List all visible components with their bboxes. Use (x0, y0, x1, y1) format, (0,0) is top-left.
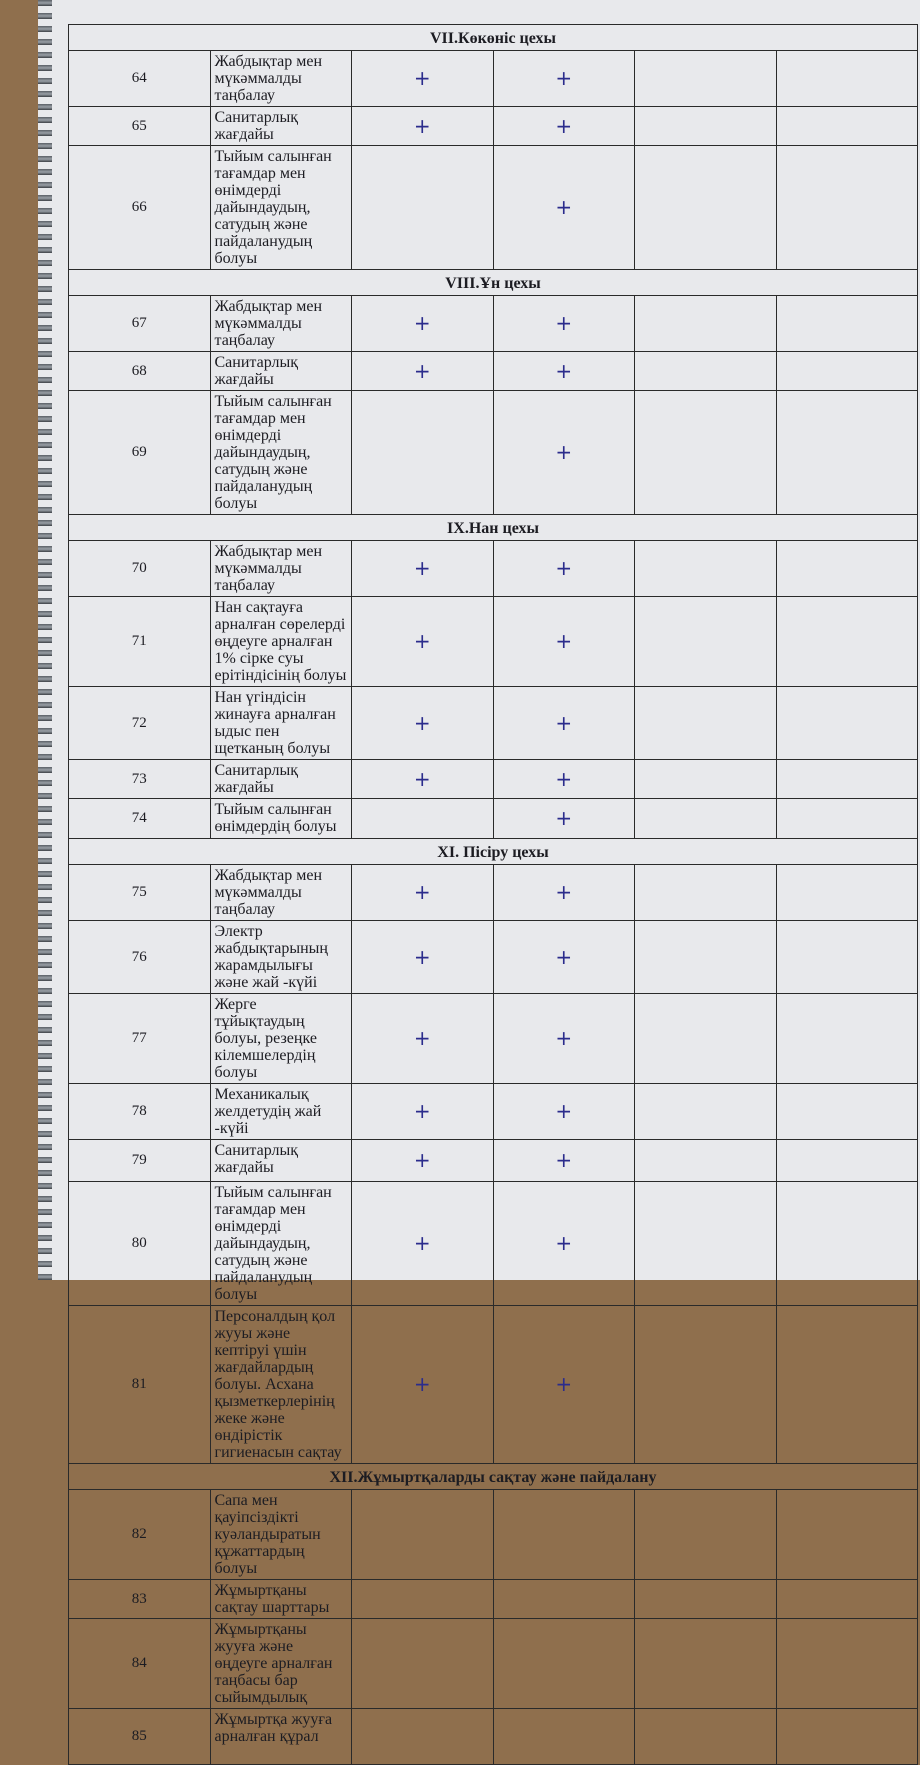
section-header (69, 839, 918, 865)
notes-cell (776, 1580, 918, 1619)
table-row (69, 296, 918, 352)
table-row (69, 1182, 918, 1306)
table-row (69, 391, 918, 515)
notes-cell (776, 1306, 918, 1464)
notes-cell (776, 1619, 918, 1709)
row-requirement: Жерге тұйықтаудың болуы, резеңке кілемшелердің болуы (210, 994, 352, 1084)
empty-cell (635, 597, 777, 687)
row-requirement: Тыйым салынған тағамдар мен өнімдерді дайындаудың, сатудың және пайдаланудың болуы (210, 391, 352, 515)
check-mark-1: + (352, 760, 494, 799)
table-row (69, 1580, 918, 1619)
notes-cell (776, 597, 918, 687)
notes-cell (776, 107, 918, 146)
row-requirement: Жабдықтар мен мүкәммалды таңбалау (210, 296, 352, 352)
table-row (69, 1709, 918, 1765)
notes-cell (776, 391, 918, 515)
row-number: 70 (69, 541, 211, 597)
check-mark-1 (352, 146, 494, 270)
section-header (69, 270, 918, 296)
notes-cell (776, 1182, 918, 1306)
row-number: 71 (69, 597, 211, 687)
row-requirement: Жабдықтар мен мүкәммалды таңбалау (210, 541, 352, 597)
check-mark-2 (493, 1580, 635, 1619)
empty-cell (635, 1619, 777, 1709)
table-row (69, 760, 918, 799)
section-title: VII.Көкөніс цехы (69, 25, 918, 51)
table-row (69, 1619, 918, 1709)
check-mark-1: + (352, 1140, 494, 1182)
section-header (69, 25, 918, 51)
table-row (69, 865, 918, 921)
notes-cell (776, 799, 918, 839)
check-mark-1 (352, 1619, 494, 1709)
empty-cell (635, 146, 777, 270)
row-number: 69 (69, 391, 211, 515)
checklist-table (68, 24, 918, 1765)
check-mark-2: + (493, 597, 635, 687)
check-mark-1 (352, 799, 494, 839)
check-mark-1: + (352, 597, 494, 687)
check-mark-2: + (493, 107, 635, 146)
row-requirement: Жұмыртқаны жууға және өңдеуге арналған таңбасы бар сыйымдылық (210, 1619, 352, 1709)
table-row (69, 107, 918, 146)
empty-cell (635, 921, 777, 994)
check-mark-2: + (493, 296, 635, 352)
section-title: XI. Пісіру цехы (69, 839, 918, 865)
empty-cell (635, 51, 777, 107)
table-row (69, 1306, 918, 1464)
row-requirement: Тыйым салынған өнімдердің болуы (210, 799, 352, 839)
section-header (69, 1464, 918, 1490)
check-mark-2: + (493, 352, 635, 391)
empty-cell (635, 1580, 777, 1619)
row-requirement: Жабдықтар мен мүкәммалды таңбалау (210, 865, 352, 921)
empty-cell (635, 994, 777, 1084)
check-mark-1: + (352, 865, 494, 921)
row-number: 80 (69, 1182, 211, 1306)
check-mark-2: + (493, 865, 635, 921)
row-number: 85 (69, 1709, 211, 1765)
row-number: 75 (69, 865, 211, 921)
notebook-page (38, 0, 920, 1745)
row-number: 82 (69, 1490, 211, 1580)
checklist-body (69, 25, 918, 1765)
check-mark-2 (493, 1490, 635, 1580)
row-number: 68 (69, 352, 211, 391)
check-mark-1 (352, 391, 494, 515)
row-requirement: Электр жабдықтарының жарамдылығы және жай -күйі (210, 921, 352, 994)
row-requirement: Тыйым салынған тағамдар мен өнімдерді дайындаудың, сатудың және пайдаланудың болуы (210, 1182, 352, 1306)
table-row (69, 597, 918, 687)
empty-cell (635, 541, 777, 597)
check-mark-1: + (352, 1182, 494, 1306)
empty-cell (635, 1084, 777, 1140)
table-row (69, 994, 918, 1084)
row-number: 67 (69, 296, 211, 352)
row-requirement: Сапа мен қауіпсіздікті куәландыратын құжаттардың болуы (210, 1490, 352, 1580)
table-row (69, 921, 918, 994)
row-requirement: Персоналдың қол жууы және кептіруі үшін жағдайлардың болуы. Асхана қызметкерлерінің жеке және өндірістік гигиенасын сақтау (210, 1306, 352, 1464)
notes-cell (776, 687, 918, 760)
check-mark-2: + (493, 994, 635, 1084)
row-number: 74 (69, 799, 211, 839)
empty-cell (635, 1182, 777, 1306)
check-mark-2: + (493, 541, 635, 597)
row-number: 84 (69, 1619, 211, 1709)
empty-cell (635, 1490, 777, 1580)
check-mark-1: + (352, 1306, 494, 1464)
empty-cell (635, 687, 777, 760)
table-row (69, 541, 918, 597)
empty-cell (635, 391, 777, 515)
empty-cell (635, 799, 777, 839)
notes-cell (776, 1084, 918, 1140)
table-row (69, 1084, 918, 1140)
check-mark-2: + (493, 1182, 635, 1306)
row-number: 78 (69, 1084, 211, 1140)
notes-cell (776, 1140, 918, 1182)
row-number: 79 (69, 1140, 211, 1182)
check-mark-1: + (352, 687, 494, 760)
empty-cell (635, 296, 777, 352)
notes-cell (776, 352, 918, 391)
check-mark-2: + (493, 51, 635, 107)
row-requirement: Нан үгіндісін жинауға арналған ыдыс пен щетканың болуы (210, 687, 352, 760)
row-number: 81 (69, 1306, 211, 1464)
check-mark-1: + (352, 1084, 494, 1140)
row-requirement: Жабдықтар мен мүкәммалды таңбалау (210, 51, 352, 107)
check-mark-2: + (493, 1140, 635, 1182)
check-mark-1: + (352, 107, 494, 146)
check-mark-1: + (352, 541, 494, 597)
check-mark-1 (352, 1580, 494, 1619)
empty-cell (635, 1140, 777, 1182)
row-requirement: Механикалық желдетудің жай -күйі (210, 1084, 352, 1140)
row-requirement: Жұмыртқа жууға арналған құрал (210, 1709, 352, 1765)
table-row (69, 1140, 918, 1182)
notes-cell (776, 541, 918, 597)
check-mark-2: + (493, 391, 635, 515)
row-number: 64 (69, 51, 211, 107)
row-number: 66 (69, 146, 211, 270)
section-title: VIII.Ұн цехы (69, 270, 918, 296)
check-mark-1: + (352, 921, 494, 994)
row-number: 77 (69, 994, 211, 1084)
notes-cell (776, 921, 918, 994)
notes-cell (776, 994, 918, 1084)
row-requirement: Жұмыртқаны сақтау шарттары (210, 1580, 352, 1619)
empty-cell (635, 352, 777, 391)
notes-cell (776, 1490, 918, 1580)
checklist-sheet (68, 24, 920, 1745)
section-title: IX.Нан цехы (69, 515, 918, 541)
table-row (69, 1490, 918, 1580)
check-mark-2: + (493, 146, 635, 270)
check-mark-1 (352, 1709, 494, 1765)
row-number: 65 (69, 107, 211, 146)
table-row (69, 687, 918, 760)
table-row (69, 51, 918, 107)
check-mark-1: + (352, 296, 494, 352)
notes-cell (776, 760, 918, 799)
row-number: 72 (69, 687, 211, 760)
row-requirement: Санитарлық жағдайы (210, 352, 352, 391)
check-mark-2: + (493, 921, 635, 994)
notes-cell (776, 51, 918, 107)
row-number: 83 (69, 1580, 211, 1619)
notes-cell (776, 865, 918, 921)
check-mark-2: + (493, 687, 635, 760)
notes-cell (776, 1709, 918, 1765)
check-mark-2 (493, 1709, 635, 1765)
section-header (69, 515, 918, 541)
table-row (69, 146, 918, 270)
row-requirement: Санитарлық жағдайы (210, 1140, 352, 1182)
check-mark-1 (352, 1490, 494, 1580)
check-mark-2 (493, 1619, 635, 1709)
row-requirement: Санитарлық жағдайы (210, 107, 352, 146)
row-requirement: Нан сақтауға арналған сөрелерді өңдеуге арналған 1% сірке суы ерітіндісінің болуы (210, 597, 352, 687)
check-mark-2: + (493, 1084, 635, 1140)
check-mark-1: + (352, 352, 494, 391)
row-number: 73 (69, 760, 211, 799)
row-requirement: Тыйым салынған тағамдар мен өнімдерді дайындаудың, сатудың және пайдаланудың болуы (210, 146, 352, 270)
empty-cell (635, 107, 777, 146)
empty-cell (635, 1306, 777, 1464)
table-row (69, 352, 918, 391)
empty-cell (635, 865, 777, 921)
empty-cell (635, 760, 777, 799)
spiral-binding (38, 0, 52, 1280)
check-mark-1: + (352, 994, 494, 1084)
row-requirement: Санитарлық жағдайы (210, 760, 352, 799)
row-number: 76 (69, 921, 211, 994)
check-mark-2: + (493, 799, 635, 839)
empty-cell (635, 1709, 777, 1765)
notes-cell (776, 146, 918, 270)
notes-cell (776, 296, 918, 352)
check-mark-1: + (352, 51, 494, 107)
section-title: XII.Жұмыртқаларды сақтау және пайдалану (69, 1464, 918, 1490)
check-mark-2: + (493, 760, 635, 799)
check-mark-2: + (493, 1306, 635, 1464)
table-row (69, 799, 918, 839)
